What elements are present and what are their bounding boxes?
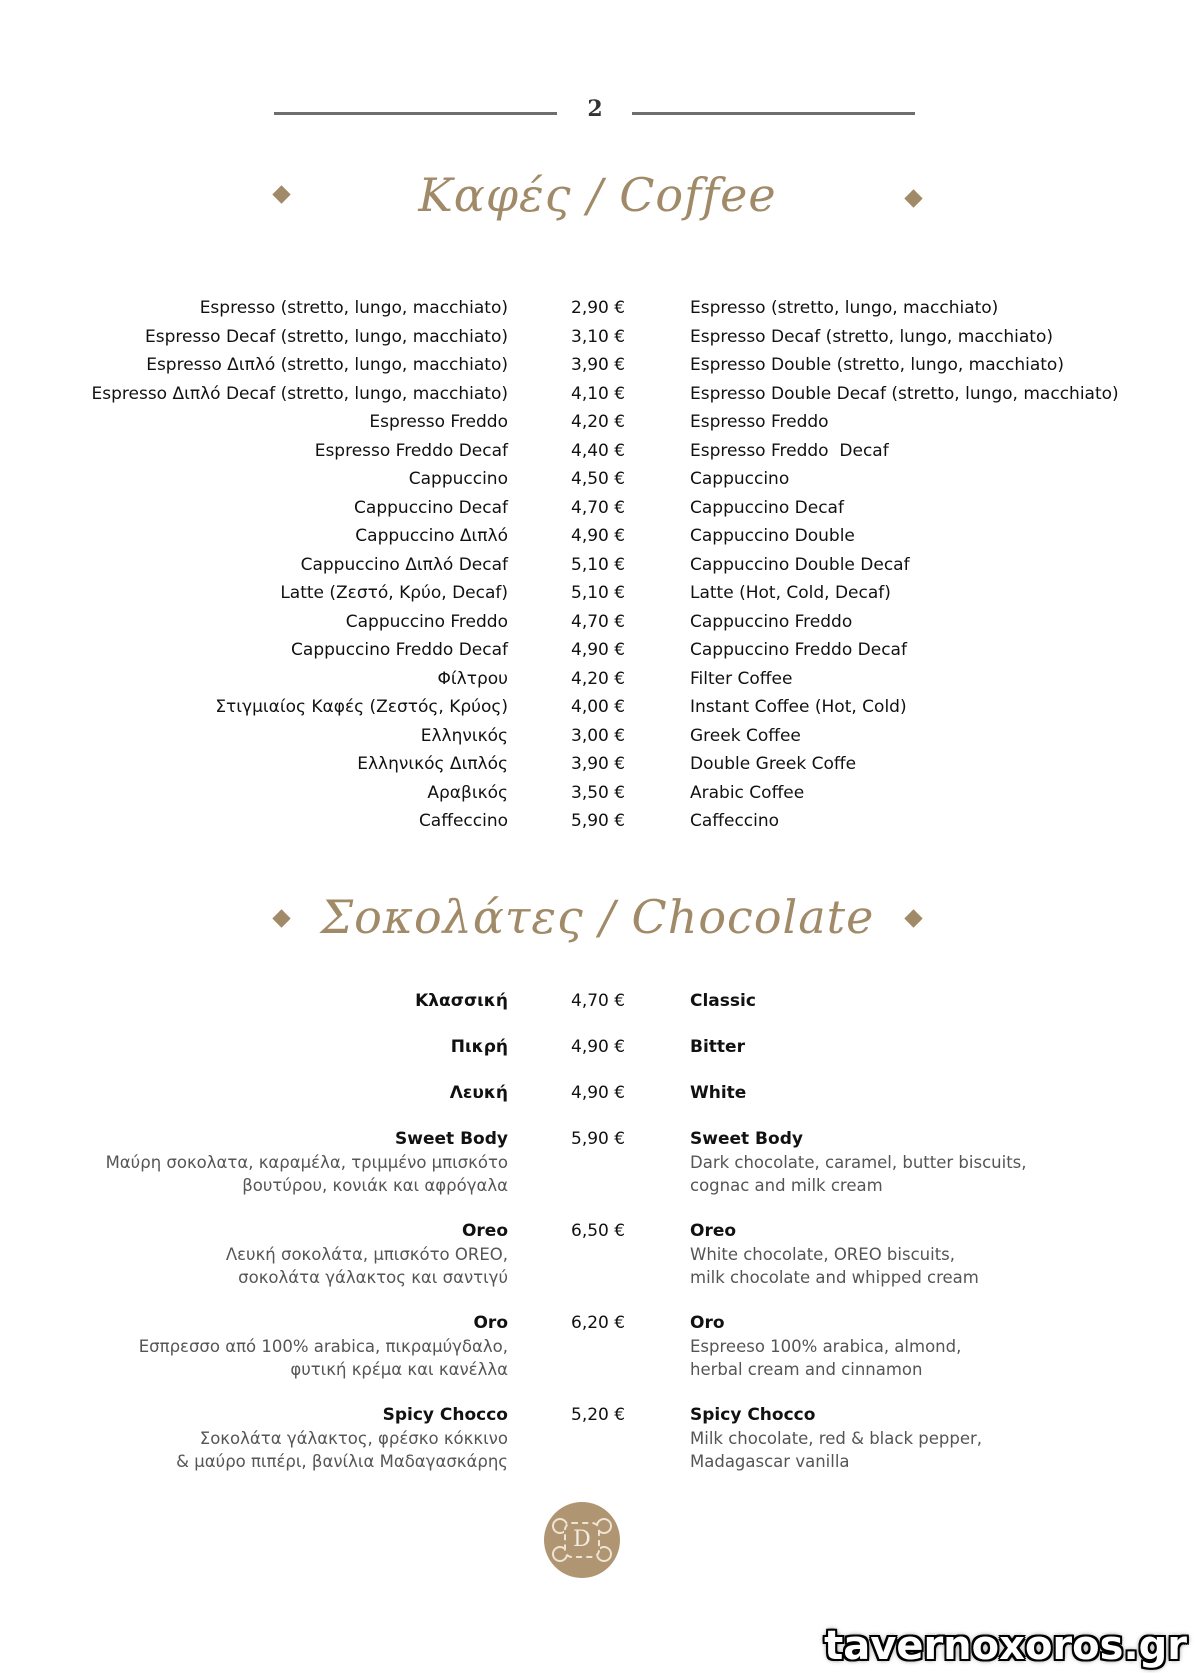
coffee-menu-item: [0, 750, 1195, 779]
item-name-greek: Espresso (stretto, lungo, macchiato): [199, 298, 508, 318]
item-name-english: Cappuccino Freddo: [690, 611, 853, 632]
item-price: 4,40 €: [571, 440, 626, 461]
item-english-column: [690, 1036, 1110, 1059]
item-name-greek: Φίλτρου: [437, 668, 508, 689]
item-name-greek: Espresso Freddo Decaf: [314, 440, 508, 461]
item-name-greek: Espresso Decaf (stretto, lungo, macchiato): [144, 326, 508, 347]
item-name-english: Espresso Freddo Decaf: [690, 440, 889, 461]
item-greek-column: [28, 1404, 508, 1473]
coffee-menu-item: [0, 408, 1195, 437]
item-name-greek: Λευκή: [449, 1083, 508, 1103]
chocolate-section-title: [0, 890, 1195, 944]
coffee-menu-item: [0, 380, 1195, 409]
item-description-english: herbal cream and cinnamon: [690, 1360, 923, 1379]
item-price: 4,90 €: [571, 1083, 626, 1103]
coffee-menu-item: [0, 665, 1195, 694]
item-price: 5,10 €: [571, 554, 626, 575]
item-name-greek: Cappuccino Freddo: [345, 611, 508, 632]
item-name-greek: Cappuccino Freddo Decaf: [291, 640, 508, 660]
item-name-greek: Ελληνικός: [420, 725, 508, 746]
item-price: 4,00 €: [571, 697, 626, 717]
chocolate-title-text: Σοκολάτες / Chocolate: [320, 890, 875, 944]
item-price: 3,10 €: [571, 326, 626, 347]
item-description-greek: Σοκολάτα γάλακτος, φρέσκο κόκκινο: [199, 1429, 508, 1448]
item-name-greek: Sweet Body: [395, 1129, 508, 1149]
item-price: 4,70 €: [571, 991, 626, 1011]
item-price: 4,90 €: [571, 640, 626, 660]
item-name-english: Cappuccino Double Decaf: [690, 554, 910, 575]
item-greek-column: [28, 1312, 508, 1381]
item-description-english: Dark chocolate, caramel, butter biscuits,: [690, 1153, 1027, 1172]
coffee-menu-item: [0, 437, 1195, 466]
item-name-english: Caffeccino: [690, 811, 780, 831]
item-price: 6,50 €: [571, 1221, 626, 1241]
item-name-greek: Caffeccino: [418, 811, 508, 831]
coffee-menu-list: [0, 294, 1195, 836]
item-name-greek: Oreo: [461, 1221, 508, 1241]
item-name-english: Arabic Coffee: [690, 782, 805, 803]
item-name-english: Espresso Double Decaf (stretto, lungo, macchiato): [690, 383, 1119, 404]
coffee-menu-item: [0, 807, 1195, 836]
item-name-english: Cappuccino: [690, 469, 790, 489]
item-english-column: [690, 1082, 1110, 1105]
coffee-menu-item: [0, 608, 1195, 637]
item-description-english: cognac and milk cream: [690, 1176, 883, 1195]
item-price: 3,00 €: [571, 725, 626, 746]
item-name-english: Instant Coffee (Hot, Cold): [690, 697, 907, 717]
coffee-menu-item: [0, 351, 1195, 380]
item-greek-column: [28, 1036, 508, 1059]
page-header: [0, 96, 1195, 126]
item-greek-column: [28, 1082, 508, 1105]
item-price: 3,50 €: [571, 782, 626, 803]
coffee-section-title: [0, 168, 1195, 222]
coffee-menu-item: [0, 551, 1195, 580]
item-name-greek: Cappuccino Διπλό Decaf: [300, 554, 508, 575]
item-price: 4,50 €: [571, 469, 626, 489]
coffee-menu-item: [0, 722, 1195, 751]
brand-logo: [544, 1502, 620, 1578]
item-name-greek: Espresso Διπλό (stretto, lungo, macchiato): [146, 355, 508, 375]
logo-letter: D: [573, 1527, 591, 1552]
header-rule-right: [632, 112, 915, 115]
item-price: 4,90 €: [571, 526, 626, 546]
item-name-english: Espresso Freddo: [690, 412, 829, 432]
item-name-english: Spicy Chocco: [690, 1405, 816, 1425]
item-english-column: [690, 1404, 1110, 1473]
item-description-english: Madagascar vanilla: [690, 1452, 850, 1471]
watermark: tavernoxoros.gr: [824, 1623, 1187, 1669]
coffee-menu-item: [0, 579, 1195, 608]
coffee-title-text: Καφές / Coffee: [418, 168, 777, 222]
item-price: 5,90 €: [571, 811, 626, 831]
coffee-menu-item: [0, 465, 1195, 494]
item-name-english: Cappuccino Double: [690, 526, 855, 546]
coffee-menu-item: [0, 779, 1195, 808]
item-price: 4,70 €: [571, 497, 626, 518]
item-price: 2,90 €: [571, 298, 626, 318]
item-name-greek: Ελληνικός Διπλός: [357, 754, 508, 774]
item-name-english: Cappuccino Freddo Decaf: [690, 640, 907, 660]
header-rule-left: [274, 112, 557, 115]
item-price: 4,20 €: [571, 412, 626, 432]
item-name-english: Classic: [690, 991, 756, 1011]
item-greek-column: [28, 1220, 508, 1289]
coffee-menu-item: [0, 323, 1195, 352]
item-price: 5,90 €: [571, 1129, 626, 1149]
item-name-english: Cappuccino Decaf: [690, 497, 844, 518]
item-name-greek: Latte (Ζεστό, Κρύο, Decaf): [280, 583, 508, 603]
item-name-english: Sweet Body: [690, 1129, 803, 1149]
item-name-greek: Espresso Διπλό Decaf (stretto, lungo, macchiato): [91, 383, 508, 404]
item-name-greek: Oro: [473, 1313, 508, 1333]
item-name-english: Oreo: [690, 1221, 737, 1241]
item-name-english: Double Greek Coffe: [690, 754, 857, 774]
item-description-greek: φυτική κρέμα και κανέλλα: [290, 1360, 508, 1379]
item-greek-column: [28, 990, 508, 1013]
coffee-menu-item: [0, 522, 1195, 551]
item-description-greek: βουτύρου, κονιάκ και αφρόγαλα: [242, 1176, 508, 1195]
coffee-menu-item: [0, 636, 1195, 665]
item-description-greek: Λευκή σοκολάτα, μπισκότο OREO,: [225, 1245, 508, 1264]
item-name-english: Espresso Decaf (stretto, lungo, macchiato): [690, 326, 1054, 347]
item-description-english: White chocolate, OREO biscuits,: [690, 1245, 956, 1264]
item-description-english: milk chocolate and whipped cream: [690, 1268, 979, 1287]
item-price: 4,90 €: [571, 1037, 626, 1057]
item-name-english: Bitter: [690, 1037, 745, 1057]
item-description-greek: Μαύρη σοκολατα, καραμέλα, τριμμένο μπισκότο: [105, 1153, 508, 1172]
item-english-column: [690, 990, 1110, 1013]
item-name-greek: Cappuccino Διπλό: [355, 526, 508, 546]
item-name-greek: Κλασσική: [415, 991, 508, 1011]
item-name-english: Filter Coffee: [690, 668, 793, 689]
item-english-column: [690, 1220, 1110, 1289]
item-greek-column: [28, 1128, 508, 1197]
coffee-menu-item: [0, 693, 1195, 722]
item-price: 6,20 €: [571, 1313, 626, 1333]
item-price: 5,20 €: [571, 1405, 626, 1425]
item-name-english: Greek Coffee: [690, 725, 801, 746]
item-name-english: Espresso (stretto, lungo, macchiato): [690, 298, 999, 318]
item-price: 4,70 €: [571, 611, 626, 632]
item-name-greek: Πικρή: [450, 1037, 508, 1057]
item-name-greek: Cappuccino: [408, 469, 508, 489]
item-name-greek: Espresso Freddo: [369, 412, 508, 432]
item-description-english: Milk chocolate, red & black pepper,: [690, 1429, 982, 1448]
item-price: 3,90 €: [571, 754, 626, 774]
item-price: 5,10 €: [571, 583, 626, 603]
item-description-greek: σοκολάτα γάλακτος και σαντιγύ: [238, 1268, 508, 1287]
item-english-column: [690, 1312, 1110, 1381]
item-english-column: [690, 1128, 1110, 1197]
item-description-greek: Εσπρεσσο από 100% arabica, πικραμύγδαλο,: [138, 1337, 508, 1356]
item-description-greek: & μαύρο πιπέρι, βανίλια Μαδαγασκάρης: [176, 1452, 508, 1471]
item-name-english: Espresso Double (stretto, lungo, macchiato): [690, 355, 1064, 375]
item-name-greek: Στιγμιαίος Καφές (Ζεστός, Κρύος): [215, 697, 508, 717]
item-name-greek: Spicy Chocco: [382, 1405, 508, 1425]
page-number: 2: [587, 96, 603, 122]
item-price: 4,20 €: [571, 668, 626, 689]
item-price: 3,90 €: [571, 355, 626, 375]
item-name-english: Latte (Hot, Cold, Decaf): [690, 583, 891, 603]
item-price: 4,10 €: [571, 383, 626, 404]
item-name-greek: Αραβικός: [427, 782, 508, 803]
item-name-english: Oro: [690, 1313, 725, 1333]
item-description-english: Espreeso 100% arabica, almond,: [690, 1337, 962, 1356]
coffee-menu-item: [0, 294, 1195, 323]
item-name-greek: Cappuccino Decaf: [354, 497, 508, 518]
item-name-english: White: [690, 1083, 747, 1103]
coffee-menu-item: [0, 494, 1195, 523]
